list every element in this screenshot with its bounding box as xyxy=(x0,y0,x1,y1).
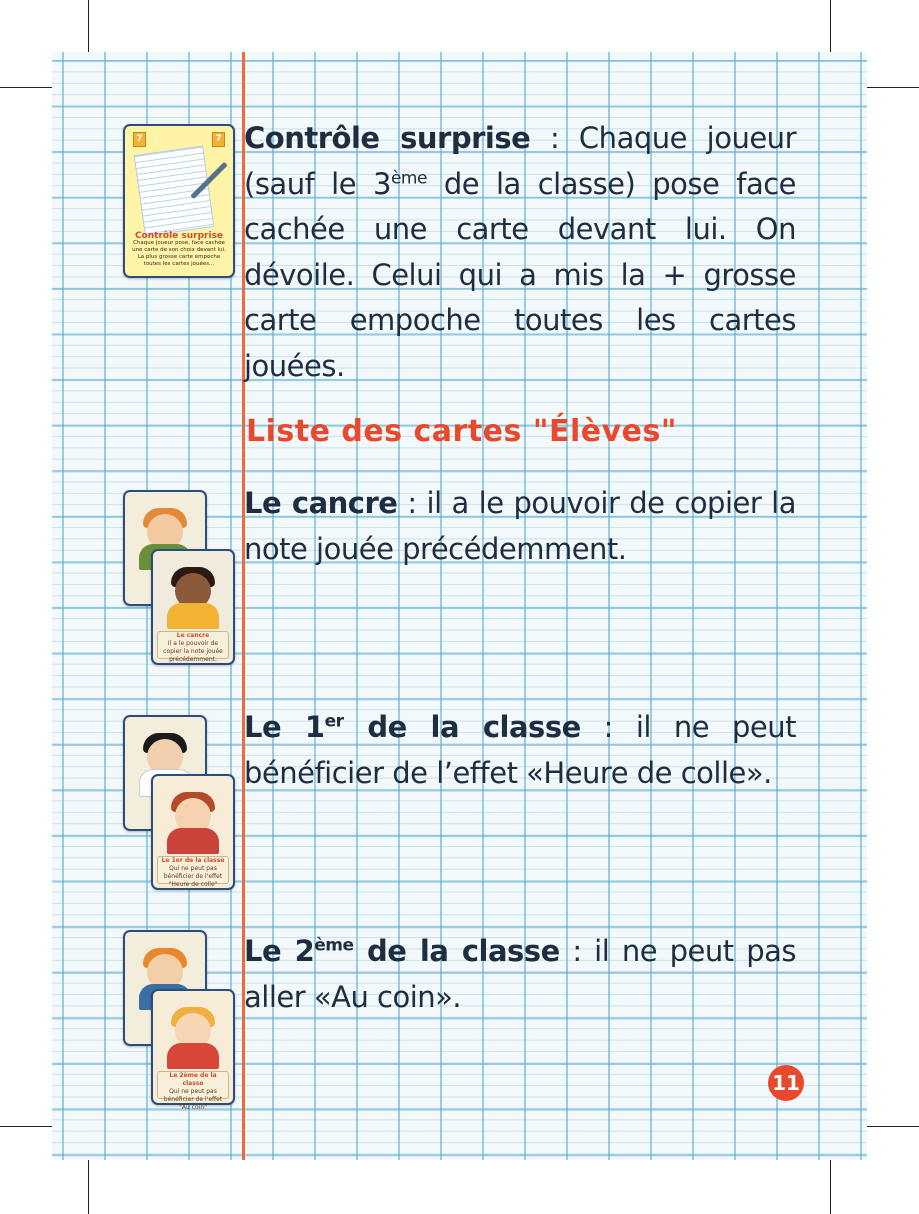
controle-surprise-title: Contrôle surprise xyxy=(244,121,531,155)
deuxieme-paragraph xyxy=(244,929,796,1020)
paragraph-text: : il a le pouvoir de copier la note jouée précédemment. xyxy=(244,486,797,566)
card-text: Il a le pouvoir de copier la note jouée précédemment. xyxy=(163,640,223,663)
page-number: 11 xyxy=(768,1065,804,1101)
card-corner-value: 7 xyxy=(133,132,146,147)
paper-sheet-illustration xyxy=(134,146,215,237)
body-illustration xyxy=(167,603,219,629)
crop-mark xyxy=(88,1152,89,1214)
paragraph-text: : Chaque joueur (sauf le 3 xyxy=(244,121,796,201)
card-corner-value: 7 xyxy=(212,132,225,147)
card-premier-front xyxy=(151,774,235,890)
title-text: de la classe xyxy=(353,934,560,968)
card-cancre-front xyxy=(151,549,235,665)
paragraph-text: : il ne peut bénéficier de l’effet «Heure de colle». xyxy=(244,710,797,790)
superscript: ème xyxy=(390,167,427,188)
controle-surprise-paragraph xyxy=(244,116,796,390)
card-caption xyxy=(157,1071,229,1111)
card-text: Chaque joueur pose, face cachée une carte de son choix devant lui. La plus grosse carte empoche toutes les cartes jouées... xyxy=(132,240,226,267)
cancre-paragraph xyxy=(244,481,796,572)
title-text: de la classe xyxy=(343,710,581,744)
card-caption xyxy=(131,233,227,268)
card-caption xyxy=(157,631,229,663)
premier-title xyxy=(244,710,581,744)
premier-paragraph xyxy=(244,705,796,796)
superscript: er xyxy=(324,711,344,732)
title-text: Le 2 xyxy=(244,934,315,968)
superscript: ème xyxy=(314,935,354,956)
card-controle-surprise xyxy=(123,124,235,278)
body-illustration xyxy=(167,1043,219,1069)
deuxieme-title xyxy=(244,934,560,968)
card-deuxieme-front xyxy=(151,989,235,1111)
card-caption xyxy=(157,856,229,888)
body-illustration xyxy=(167,828,219,854)
paragraph-text: de la classe) pose face cachée une carte devant lui. On dévoile. Celui qui a mis la + grosse carte empoche toutes les cartes jouées. xyxy=(244,166,796,383)
cancre-title: Le cancre xyxy=(244,486,398,520)
card-title: Contrôle surprise xyxy=(134,231,224,241)
card-text: Qui ne peut pas bénéficier de l'effet "Heure de colle" xyxy=(163,865,223,888)
card-title: Le 1er de la classe xyxy=(161,857,225,864)
card-title: Le cancre xyxy=(176,632,210,639)
card-text: Qui ne peut pas bénéficier de l'effet "Au coin" xyxy=(163,1088,223,1111)
card-title: Le 2ème de la classe xyxy=(169,1072,217,1087)
crop-mark xyxy=(830,1152,831,1214)
paragraph-text: : il ne peut pas aller «Au coin». xyxy=(244,934,796,1014)
title-text: Le 1 xyxy=(244,710,325,744)
section-heading: Liste des cartes "Élèves" xyxy=(246,414,677,449)
